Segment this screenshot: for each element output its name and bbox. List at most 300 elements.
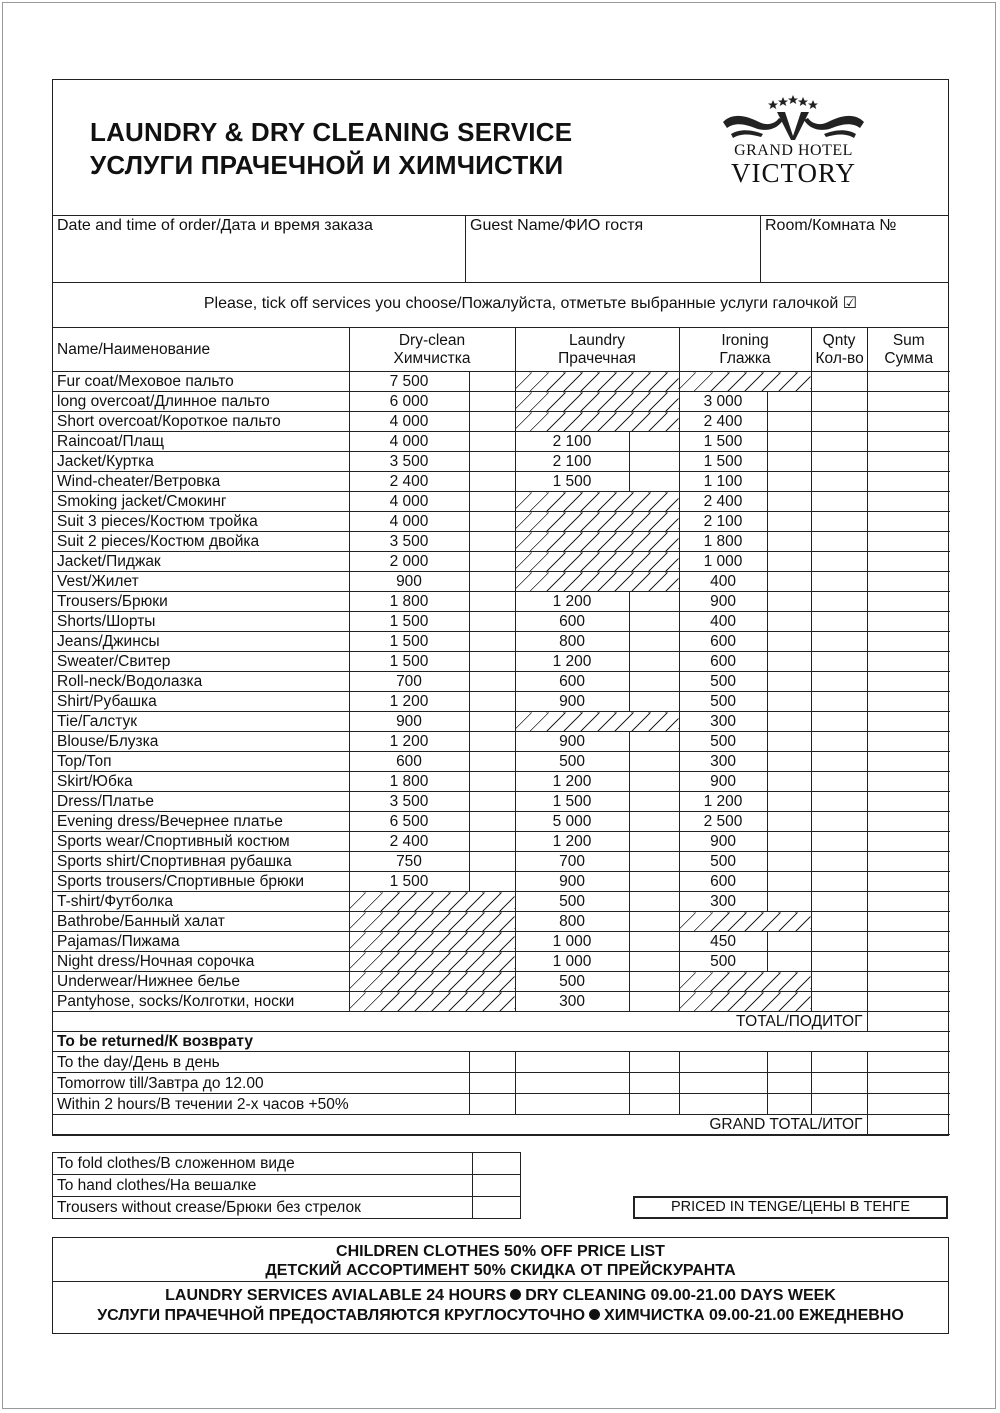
qty-cell[interactable]: [811, 572, 867, 592]
return-option-cell[interactable]: [867, 1073, 950, 1094]
guest-name-field[interactable]: [466, 216, 761, 282]
return-option-cell[interactable]: [469, 1073, 515, 1094]
table-row: [53, 992, 950, 1012]
qty-cell[interactable]: [811, 552, 867, 572]
return-option-cell[interactable]: [767, 1052, 811, 1073]
dry-clean-price: 4 000: [349, 432, 469, 452]
return-option-cell[interactable]: [679, 1094, 767, 1115]
return-heading-row: [53, 1032, 950, 1052]
table-row: [53, 552, 950, 572]
sum-cell[interactable]: [867, 812, 950, 832]
table-row: [53, 792, 950, 812]
sum-cell[interactable]: [867, 732, 950, 752]
sum-cell[interactable]: [867, 432, 950, 452]
dry-clean-tick-box[interactable]: [469, 872, 515, 892]
laundry-tick-box[interactable]: [629, 812, 679, 832]
dry-clean-tick-box[interactable]: [469, 452, 515, 472]
laundry-price: 5 000: [515, 812, 629, 832]
sum-cell[interactable]: [867, 512, 950, 532]
laundry-price: 1 200: [515, 592, 629, 612]
return-option-cell[interactable]: [679, 1052, 767, 1073]
ironing-tick-box[interactable]: [767, 632, 811, 652]
dry-clean-tick-box[interactable]: [469, 752, 515, 772]
dry-clean-tick-box[interactable]: [469, 772, 515, 792]
ironing-tick-box[interactable]: [767, 852, 811, 872]
col-ironing-header-line: Глажка: [719, 349, 771, 367]
table-row: [53, 512, 950, 532]
ironing-price: 300: [679, 712, 767, 732]
dry-clean-price: 1 800: [349, 772, 469, 792]
ironing-tick-box[interactable]: [767, 432, 811, 452]
laundry-price: 900: [515, 732, 629, 752]
dry-clean-tick-box[interactable]: [469, 532, 515, 552]
laundry-unavailable: [515, 532, 679, 552]
dry-clean-tick-box[interactable]: [469, 652, 515, 672]
ironing-tick-box[interactable]: [767, 952, 811, 972]
handling-option-row: [53, 1153, 521, 1175]
sum-cell[interactable]: [867, 892, 950, 912]
laundry-tick-box[interactable]: [629, 912, 679, 932]
return-option-cell[interactable]: [515, 1052, 629, 1073]
room-number-field[interactable]: [761, 216, 948, 282]
return-option-cell[interactable]: [811, 1073, 867, 1094]
item-name: Short overcoat/Короткое пальто: [53, 412, 349, 432]
qty-cell[interactable]: [811, 432, 867, 452]
return-option-cell[interactable]: [469, 1094, 515, 1115]
bullet-icon: [589, 1309, 600, 1320]
laundry-tick-box[interactable]: [629, 992, 679, 1012]
dry-clean-price: 1 200: [349, 692, 469, 712]
sum-cell[interactable]: [867, 532, 950, 552]
dry-clean-tick-box[interactable]: [469, 592, 515, 612]
sum-cell[interactable]: [867, 912, 950, 932]
ironing-tick-box[interactable]: [767, 492, 811, 512]
item-name: Sports shirt/Спортивная рубашка: [53, 852, 349, 872]
ironing-tick-box[interactable]: [767, 652, 811, 672]
dry-clean-tick-box[interactable]: [469, 712, 515, 732]
handling-option-label: To fold clothes/В сложенном виде: [53, 1153, 473, 1175]
order-date-label: Date and time of order/Дата и время заказа: [57, 217, 373, 234]
return-option-cell[interactable]: [515, 1073, 629, 1094]
table-row: [53, 452, 950, 472]
table-row: [53, 672, 950, 692]
laundry-unavailable: [515, 412, 679, 432]
qty-cell[interactable]: [811, 412, 867, 432]
ironing-tick-box[interactable]: [767, 452, 811, 472]
table-row: [53, 812, 950, 832]
sum-cell[interactable]: [867, 452, 950, 472]
dry-clean-tick-box[interactable]: [469, 852, 515, 872]
qty-cell[interactable]: [811, 452, 867, 472]
sum-cell[interactable]: [867, 372, 950, 392]
item-name: Trousers/Брюки: [53, 592, 349, 612]
item-name: Shorts/Шорты: [53, 612, 349, 632]
sum-cell[interactable]: [867, 672, 950, 692]
laundry-tick-box[interactable]: [629, 852, 679, 872]
item-name: Jeans/Джинсы: [53, 632, 349, 652]
laundry-price: 1 000: [515, 952, 629, 972]
dry-clean-price: 6 000: [349, 392, 469, 412]
sum-cell[interactable]: [867, 632, 950, 652]
dry-clean-tick-box[interactable]: [469, 552, 515, 572]
dry-clean-price: 1 800: [349, 592, 469, 612]
sum-cell[interactable]: [867, 972, 950, 992]
laundry-tick-box[interactable]: [629, 452, 679, 472]
dry-clean-tick-box[interactable]: [469, 632, 515, 652]
laundry-price: 600: [515, 672, 629, 692]
qty-cell[interactable]: [811, 492, 867, 512]
return-option-row: [53, 1052, 950, 1073]
table-row: [53, 412, 950, 432]
dry-clean-price: 3 500: [349, 452, 469, 472]
qty-cell[interactable]: [811, 992, 867, 1012]
laundry-tick-box[interactable]: [629, 892, 679, 912]
laundry-tick-box[interactable]: [629, 672, 679, 692]
ironing-tick-box[interactable]: [767, 512, 811, 532]
dry-clean-tick-box[interactable]: [469, 492, 515, 512]
qty-cell[interactable]: [811, 612, 867, 632]
sum-cell[interactable]: [867, 472, 950, 492]
laundry-tick-box[interactable]: [629, 972, 679, 992]
laundry-tick-box[interactable]: [629, 472, 679, 492]
laundry-tick-box[interactable]: [629, 592, 679, 612]
ironing-tick-box[interactable]: [767, 532, 811, 552]
ironing-tick-box[interactable]: [767, 672, 811, 692]
ironing-tick-box[interactable]: [767, 472, 811, 492]
dry-clean-tick-box[interactable]: [469, 432, 515, 452]
guest-name-label: Guest Name/ФИО гостя: [470, 217, 644, 234]
return-option-cell[interactable]: [767, 1094, 811, 1115]
crown-emblem-icon: [721, 94, 866, 142]
col-dry-clean-header: [349, 328, 515, 372]
ironing-tick-box[interactable]: [767, 572, 811, 592]
ironing-price: 500: [679, 952, 767, 972]
qty-cell[interactable]: [811, 632, 867, 652]
ironing-tick-box[interactable]: [767, 692, 811, 712]
laundry-tick-box[interactable]: [629, 872, 679, 892]
sum-cell[interactable]: [867, 712, 950, 732]
sum-cell[interactable]: [867, 852, 950, 872]
sum-cell[interactable]: [867, 992, 950, 1012]
col-sum-header-line: Sum: [892, 331, 925, 349]
children-discount-ru: ДЕТСКИЙ АССОРТИМЕНТ 50% СКИДКА ОТ ПРЕЙСКУРАНТА: [265, 1262, 736, 1279]
laundry-price: 500: [515, 752, 629, 772]
table-row: [53, 372, 950, 392]
return-option-cell[interactable]: [811, 1052, 867, 1073]
ironing-price: 1 500: [679, 432, 767, 452]
sum-cell[interactable]: [867, 772, 950, 792]
laundry-unavailable: [515, 512, 679, 532]
item-name: Pajamas/Пижама: [53, 932, 349, 952]
qty-cell[interactable]: [811, 912, 867, 932]
ironing-price: 3 000: [679, 392, 767, 412]
laundry-price: 900: [515, 692, 629, 712]
table-row: [53, 912, 950, 932]
dry-clean-price: 900: [349, 572, 469, 592]
return-option-cell[interactable]: [767, 1073, 811, 1094]
table-row: [53, 432, 950, 452]
instruction-text: Please, tick off services you choose/Пожалуйста, отметьте выбранные услуги галочкой ☑: [53, 283, 948, 328]
sum-cell[interactable]: [867, 492, 950, 512]
ironing-tick-box[interactable]: [767, 892, 811, 912]
dry-clean-price: 1 500: [349, 872, 469, 892]
qty-cell[interactable]: [811, 372, 867, 392]
qty-cell[interactable]: [811, 952, 867, 972]
ironing-tick-box[interactable]: [767, 932, 811, 952]
sum-cell[interactable]: [867, 872, 950, 892]
ironing-price: 2 400: [679, 492, 767, 512]
return-option-cell[interactable]: [679, 1073, 767, 1094]
col-qty-header-line: Qnty: [822, 331, 856, 349]
col-laundry-header-line: Прачечная: [558, 349, 636, 367]
dry-clean-tick-box[interactable]: [469, 512, 515, 532]
ironing-tick-box[interactable]: [767, 412, 811, 432]
currency-note: PRICED IN TENGE/ЦЕНЫ В ТЕНГЕ: [633, 1196, 948, 1219]
laundry-tick-box[interactable]: [629, 432, 679, 452]
sum-cell[interactable]: [867, 612, 950, 632]
sum-cell[interactable]: [867, 552, 950, 572]
qty-cell[interactable]: [811, 892, 867, 912]
dry-clean-price: 600: [349, 752, 469, 772]
laundry-price: 300: [515, 992, 629, 1012]
return-option-cell[interactable]: [515, 1094, 629, 1115]
ironing-tick-box[interactable]: [767, 752, 811, 772]
title-en: LAUNDRY & DRY CLEANING SERVICE: [90, 117, 573, 147]
return-option-cell[interactable]: [629, 1094, 679, 1115]
qty-cell[interactable]: [811, 712, 867, 732]
col-ironing-header-line: Ironing: [721, 331, 769, 349]
item-name: long overcoat/Длинное пальто: [53, 392, 349, 412]
item-name: Vest/Жилет: [53, 572, 349, 592]
subtotal-value[interactable]: [867, 1012, 950, 1032]
item-name: Sweater/Свитер: [53, 652, 349, 672]
qty-cell[interactable]: [811, 472, 867, 492]
laundry-tick-box[interactable]: [629, 752, 679, 772]
col-laundry-header: [515, 328, 679, 372]
dry-clean-tick-box[interactable]: [469, 672, 515, 692]
sum-cell[interactable]: [867, 412, 950, 432]
qty-cell[interactable]: [811, 812, 867, 832]
laundry-unavailable: [515, 712, 679, 732]
laundry-tick-box[interactable]: [629, 932, 679, 952]
table-row: [53, 692, 950, 712]
qty-cell[interactable]: [811, 392, 867, 412]
ironing-tick-box[interactable]: [767, 392, 811, 412]
grand-total-row: [53, 1115, 950, 1135]
item-name: Dress/Платье: [53, 792, 349, 812]
dry-clean-unavailable: [349, 912, 515, 932]
dry-clean-price: 4 000: [349, 492, 469, 512]
col-sum-header: [867, 328, 950, 372]
ironing-unavailable: [679, 972, 811, 992]
ironing-price: 500: [679, 852, 767, 872]
ironing-price: 450: [679, 932, 767, 952]
item-name: Night dress/Ночная сорочка: [53, 952, 349, 972]
item-name: Skirt/Юбка: [53, 772, 349, 792]
return-option-cell[interactable]: [629, 1052, 679, 1073]
sum-cell[interactable]: [867, 792, 950, 812]
ironing-tick-box[interactable]: [767, 712, 811, 732]
item-name: Shirt/Рубашка: [53, 692, 349, 712]
table-row: [53, 892, 950, 912]
room-number-label: Room/Комната №: [765, 217, 897, 234]
sum-cell[interactable]: [867, 832, 950, 852]
qty-cell[interactable]: [811, 792, 867, 812]
dry-clean-unavailable: [349, 972, 515, 992]
hours-ru-dry: ХИМЧИСТКА 09.00-21.00 ЕЖЕДНЕВНО: [604, 1307, 904, 1324]
order-date-field[interactable]: [53, 216, 466, 282]
table-row: [53, 632, 950, 652]
ironing-tick-box[interactable]: [767, 552, 811, 572]
ironing-tick-box[interactable]: [767, 872, 811, 892]
sum-cell[interactable]: [867, 952, 950, 972]
form-header: [53, 80, 948, 216]
return-option-cell[interactable]: [629, 1073, 679, 1094]
qty-cell[interactable]: [811, 692, 867, 712]
table-row: [53, 492, 950, 512]
laundry-price: 1 200: [515, 772, 629, 792]
qty-cell[interactable]: [811, 832, 867, 852]
qty-cell[interactable]: [811, 732, 867, 752]
sum-cell[interactable]: [867, 692, 950, 712]
laundry-tick-box[interactable]: [629, 612, 679, 632]
dry-clean-price: 2 400: [349, 832, 469, 852]
handling-option-checkbox[interactable]: [473, 1175, 521, 1197]
qty-cell[interactable]: [811, 852, 867, 872]
laundry-price: 1 500: [515, 792, 629, 812]
subtotal-row: [53, 1012, 950, 1032]
qty-cell[interactable]: [811, 752, 867, 772]
handling-option-label: Trousers without crease/Брюки без стрелок: [53, 1197, 473, 1219]
table-row: [53, 592, 950, 612]
ironing-tick-box[interactable]: [767, 812, 811, 832]
ironing-tick-box[interactable]: [767, 792, 811, 812]
sum-cell[interactable]: [867, 652, 950, 672]
grand-total-value[interactable]: [867, 1115, 950, 1135]
col-qty-header: [811, 328, 867, 372]
return-option-label: Within 2 hours/В течении 2-х часов +50%: [53, 1094, 469, 1115]
dry-clean-price: 6 500: [349, 812, 469, 832]
ironing-tick-box[interactable]: [767, 772, 811, 792]
laundry-tick-box[interactable]: [629, 632, 679, 652]
return-option-cell[interactable]: [867, 1094, 950, 1115]
ironing-price: 1 000: [679, 552, 767, 572]
ironing-tick-box[interactable]: [767, 612, 811, 632]
dry-clean-price: 2 000: [349, 552, 469, 572]
item-name: Smoking jacket/Смокинг: [53, 492, 349, 512]
ironing-price: 600: [679, 872, 767, 892]
qty-cell[interactable]: [811, 772, 867, 792]
ironing-price: 500: [679, 672, 767, 692]
sum-cell[interactable]: [867, 932, 950, 952]
sum-cell[interactable]: [867, 752, 950, 772]
ironing-price: 2 400: [679, 412, 767, 432]
laundry-unavailable: [515, 572, 679, 592]
price-table: [53, 328, 950, 1135]
qty-cell[interactable]: [811, 592, 867, 612]
ironing-price: 1 800: [679, 532, 767, 552]
logo-line2: VICTORY: [730, 158, 857, 188]
return-option-cell[interactable]: [867, 1052, 950, 1073]
ironing-tick-box[interactable]: [767, 832, 811, 852]
laundry-unavailable: [515, 552, 679, 572]
laundry-tick-box[interactable]: [629, 832, 679, 852]
sum-cell[interactable]: [867, 572, 950, 592]
laundry-tick-box[interactable]: [629, 732, 679, 752]
laundry-tick-box[interactable]: [629, 952, 679, 972]
dry-clean-tick-box[interactable]: [469, 572, 515, 592]
handling-option-checkbox[interactable]: [473, 1197, 521, 1219]
ironing-price: 2 500: [679, 812, 767, 832]
laundry-unavailable: [515, 392, 679, 412]
qty-cell[interactable]: [811, 932, 867, 952]
logo-line1: GRAND HOTEL: [734, 142, 853, 159]
table-row: [53, 772, 950, 792]
handling-option-checkbox[interactable]: [473, 1153, 521, 1175]
dry-clean-tick-box[interactable]: [469, 472, 515, 492]
item-name: Suit 3 pieces/Костюм тройка: [53, 512, 349, 532]
return-option-cell[interactable]: [469, 1052, 515, 1073]
dry-clean-tick-box[interactable]: [469, 792, 515, 812]
item-name: Tie/Галстук: [53, 712, 349, 732]
laundry-price: 900: [515, 872, 629, 892]
item-name: T-shirt/Футболка: [53, 892, 349, 912]
sum-cell[interactable]: [867, 392, 950, 412]
dry-clean-tick-box[interactable]: [469, 832, 515, 852]
return-option-cell[interactable]: [811, 1094, 867, 1115]
item-name: Blouse/Блузка: [53, 732, 349, 752]
sum-cell[interactable]: [867, 592, 950, 612]
dry-clean-price: 1 500: [349, 612, 469, 632]
qty-cell[interactable]: [811, 672, 867, 692]
ironing-price: 300: [679, 892, 767, 912]
qty-cell[interactable]: [811, 512, 867, 532]
ironing-unavailable: [679, 912, 811, 932]
dry-clean-price: 4 000: [349, 412, 469, 432]
dry-clean-tick-box[interactable]: [469, 732, 515, 752]
ironing-unavailable: [679, 372, 811, 392]
dry-clean-tick-box[interactable]: [469, 372, 515, 392]
dry-clean-tick-box[interactable]: [469, 612, 515, 632]
laundry-tick-box[interactable]: [629, 792, 679, 812]
laundry-tick-box[interactable]: [629, 692, 679, 712]
table-row: [53, 972, 950, 992]
table-row: [53, 832, 950, 852]
dry-clean-tick-box[interactable]: [469, 812, 515, 832]
ironing-tick-box[interactable]: [767, 592, 811, 612]
item-name: Jacket/Пиджак: [53, 552, 349, 572]
dry-clean-price: 4 000: [349, 512, 469, 532]
laundry-tick-box[interactable]: [629, 772, 679, 792]
children-discount-en: CHILDREN CLOTHES 50% OFF PRICE LIST: [336, 1243, 665, 1260]
dry-clean-tick-box[interactable]: [469, 412, 515, 432]
qty-cell[interactable]: [811, 972, 867, 992]
table-row: [53, 932, 950, 952]
laundry-tick-box[interactable]: [629, 652, 679, 672]
qty-cell[interactable]: [811, 652, 867, 672]
ironing-price: 2 100: [679, 512, 767, 532]
ironing-price: 1 500: [679, 452, 767, 472]
col-qty-header-line: Кол-во: [815, 349, 864, 367]
dry-clean-unavailable: [349, 932, 515, 952]
ironing-tick-box[interactable]: [767, 732, 811, 752]
qty-cell[interactable]: [811, 532, 867, 552]
hours-en-laundry: LAUNDRY SERVICES AVIALABLE 24 HOURS: [165, 1287, 507, 1304]
col-ironing-header: [679, 328, 811, 372]
qty-cell[interactable]: [811, 872, 867, 892]
dry-clean-tick-box[interactable]: [469, 392, 515, 412]
dry-clean-tick-box[interactable]: [469, 692, 515, 712]
